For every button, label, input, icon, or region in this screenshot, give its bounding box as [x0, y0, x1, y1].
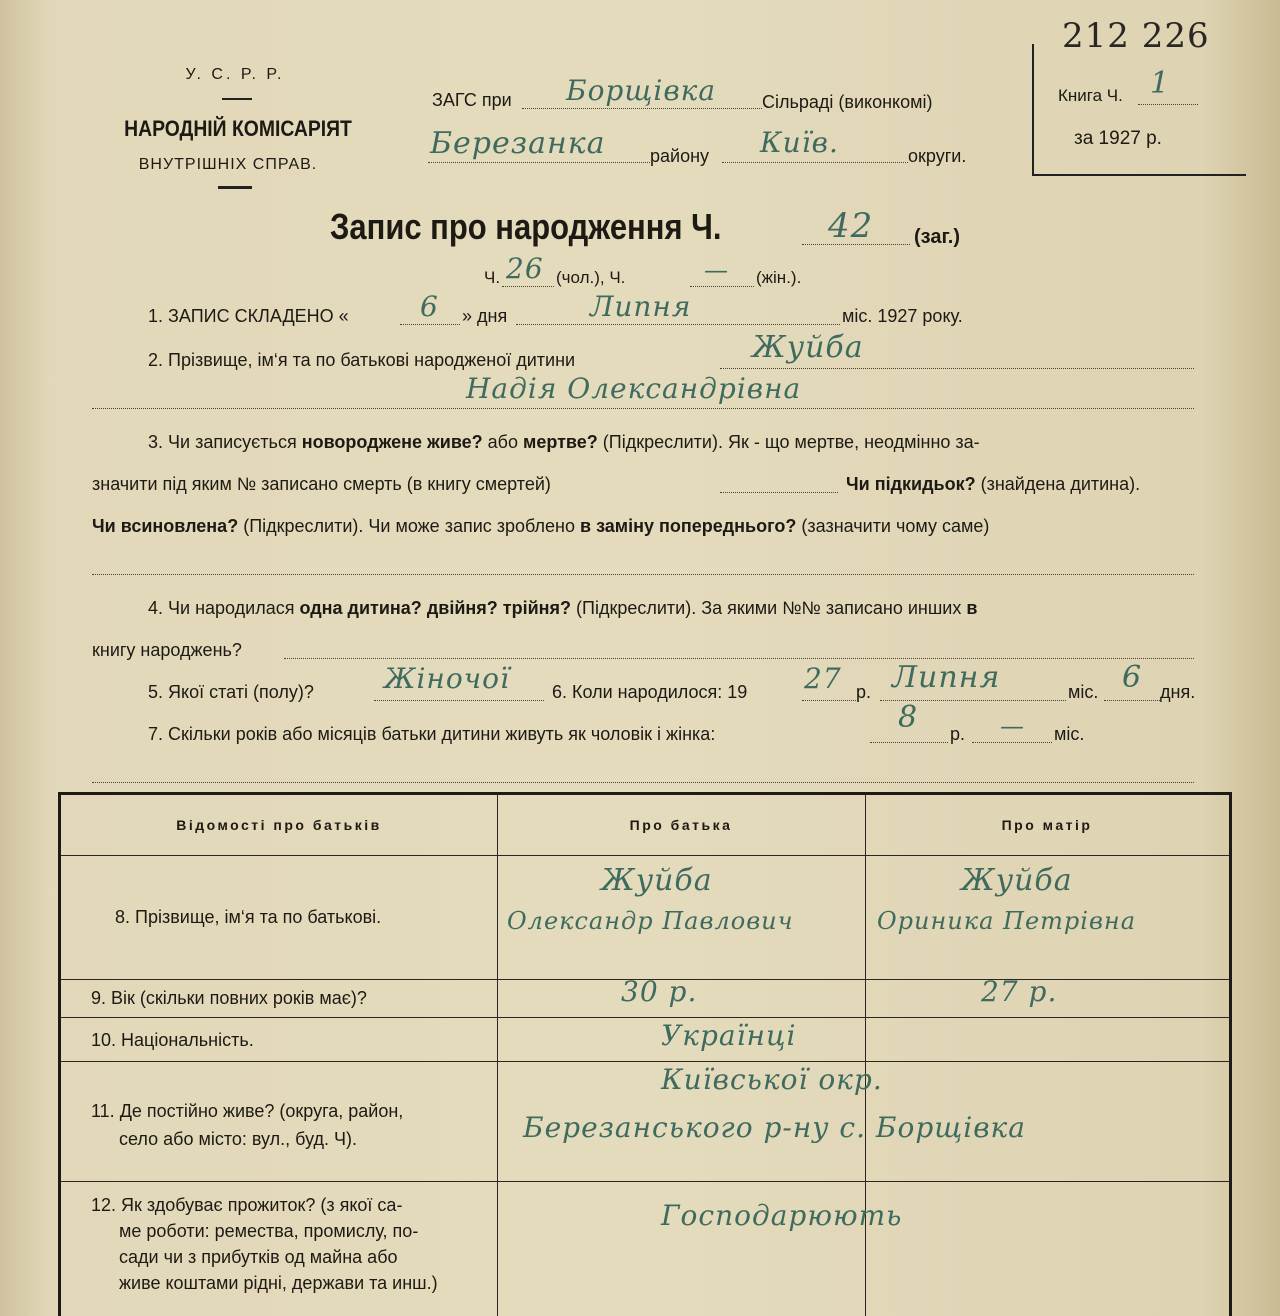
option-twins: двійня?: [426, 598, 498, 618]
option-alive: новороджене живе?: [301, 432, 483, 452]
table-row-line: [61, 1017, 1229, 1018]
field-1-label: 1. ЗАПИС СКЛАДЕНО «: [148, 306, 349, 326]
field-3-line-1: [148, 432, 980, 453]
option-adopted: Чи всиновлена?: [92, 516, 239, 536]
book-year: за 1927 р.: [1074, 128, 1162, 149]
row-11-label-2: село або місто: вул., буд. Ч).: [119, 1129, 357, 1149]
option-one-child: одна дитина?: [299, 598, 422, 618]
table-row-line: [61, 1181, 1229, 1182]
field-3-line-3: [92, 516, 989, 537]
option-foundling: Чи підкидьок?: [846, 474, 976, 494]
child-surname-handwritten: Жуйба: [752, 330, 864, 365]
divider: [222, 98, 252, 100]
field-4-line-2: книгу народжень?: [92, 640, 242, 660]
residence-okrug-handwritten: Київської окр.: [661, 1063, 883, 1096]
ministry-label: НАРОДНІЙ КОМІСАРІЯТ: [124, 116, 352, 141]
okrug-suffix: округи.: [908, 146, 967, 166]
field-rule: [690, 286, 754, 287]
years-married-handwritten: 8: [898, 700, 919, 735]
sex-handwritten: Жіночої: [384, 662, 510, 695]
field-6-mis: міс.: [1068, 682, 1099, 702]
field-7-r: р.: [950, 724, 966, 744]
text: (Підкреслити). За якими №№ записано инших: [576, 598, 962, 618]
option-dead: мертве?: [523, 432, 598, 452]
child-name-handwritten: Надія Олександрівна: [466, 372, 802, 405]
table-row-line: [61, 1061, 1229, 1062]
mother-surname-handwritten: Жуйба: [961, 863, 1073, 898]
district-handwritten: Березанка: [430, 126, 606, 161]
field-1-mid: » дня: [462, 306, 508, 326]
field-3-line-2a: значити під яким № записано смерть (в книгу смертей): [92, 474, 551, 494]
book-label: Книга Ч.: [1058, 86, 1123, 105]
field-5-label: 5. Якої статі (полу)?: [148, 682, 314, 702]
occupation-handwritten: Господарюють: [661, 1199, 903, 1232]
birth-day-handwritten: 6: [1122, 660, 1143, 695]
field-rule: [720, 368, 1194, 369]
record-number-handwritten: 42: [828, 206, 874, 246]
village-council-handwritten: Борщівка: [566, 74, 717, 107]
row-12-label-3: сади чи з прибутків од майна або: [119, 1247, 398, 1267]
book-number-handwritten: 1: [1150, 66, 1171, 101]
field-rule: [1104, 700, 1160, 701]
nationality-handwritten: Українці: [661, 1019, 797, 1052]
residence-village-handwritten: Березанського р-ну с. Борщівка: [523, 1111, 1026, 1144]
table-row-line: [61, 855, 1229, 856]
field-rule: [802, 700, 856, 701]
field-6-dnia: дня.: [1160, 682, 1196, 702]
text: (Підкреслити). Як - що мертве, неодмінно за-: [602, 432, 980, 452]
birth-year-handwritten: 27: [804, 662, 842, 695]
row-10-label: 10. Національність.: [91, 1030, 254, 1050]
okrug-handwritten: Київ.: [760, 126, 839, 159]
department-label: ВНУТРІШНІХ СПРАВ.: [138, 156, 318, 173]
field-3-line-2b: [846, 474, 1140, 495]
field-rule: [720, 492, 838, 493]
field-rule: [972, 742, 1052, 743]
field-rule: [1138, 104, 1198, 105]
archive-number-handwritten: 212 226: [1062, 16, 1210, 56]
table-header-mother: Про матір: [1001, 817, 1093, 833]
book-number-box: [1032, 44, 1246, 176]
female-number-suffix: (жін.).: [756, 268, 802, 287]
text: (зазначити чому саме): [801, 516, 990, 536]
text: (Підкреслити). Чи може запис зроблено: [243, 516, 575, 536]
text: (знайдена дитина).: [980, 474, 1141, 494]
text: або: [487, 432, 519, 452]
table-header-father: Про батька: [629, 817, 733, 833]
birth-month-handwritten: Липня: [892, 660, 1001, 695]
row-12-label-2: ме роботи: ремества, промислу, по-: [119, 1221, 419, 1241]
field-rule: [400, 324, 460, 325]
field-6-label: 6. Коли народилося: 19: [552, 682, 748, 702]
field-7-label: 7. Скільки років або місяців батьки дитини живуть як чоловік і жінка:: [148, 724, 716, 744]
field-1-day-handwritten: 6: [420, 290, 439, 323]
parents-table: [58, 792, 1232, 1316]
mother-name-handwritten: Ориника Петрівна: [877, 907, 1137, 935]
field-rule: [870, 742, 948, 743]
table-column-line: [497, 795, 498, 1316]
field-rule: [522, 108, 762, 109]
village-council-suffix: Сільраді (виконкомі): [762, 92, 933, 112]
field-2-label: 2. Прізвище, ім‘я та по батькові народженої дитини: [148, 350, 576, 370]
field-1-suffix: міс. 1927 року.: [842, 306, 963, 326]
field-6-r: р.: [856, 682, 872, 702]
field-rule: [502, 286, 554, 287]
field-rule: [516, 324, 840, 325]
field-rule: [92, 574, 1194, 575]
text: 3. Чи записується: [148, 432, 297, 452]
male-number-prefix: Ч.: [484, 268, 501, 287]
row-8-label: 8. Прізвище, ім‘я та по батькові.: [115, 907, 382, 927]
row-12-label-1: 12. Як здобуває прожиток? (з якої са-: [91, 1195, 403, 1215]
months-married-handwritten: —: [1000, 712, 1025, 740]
field-4-line-1: [148, 598, 977, 619]
field-rule: [92, 408, 1194, 409]
field-rule: [92, 782, 1194, 783]
record-number-suffix: (заг.): [914, 226, 961, 248]
father-surname-handwritten: Жуйба: [601, 863, 713, 898]
text: 4. Чи народилася: [148, 598, 295, 618]
female-number-handwritten: —: [704, 256, 729, 284]
row-12-label-4: живе коштами рідні, держави та инш.): [119, 1273, 438, 1293]
table-column-line: [865, 795, 866, 1316]
row-9-label: 9. Вік (скільки повних років має)?: [91, 988, 367, 1008]
field-rule: [374, 700, 544, 701]
divider: [218, 186, 252, 189]
father-age-handwritten: 30 р.: [621, 975, 698, 1008]
mother-age-handwritten: 27 р.: [981, 975, 1058, 1008]
male-number-suffix: (чол.), Ч.: [556, 268, 626, 287]
row-11-label-1: 11. Де постійно живе? (округа, район,: [91, 1101, 404, 1121]
field-rule: [428, 162, 650, 163]
male-number-handwritten: 26: [506, 252, 544, 285]
field-7-mis: міс.: [1054, 724, 1085, 744]
zags-prefix: ЗАГС при: [432, 90, 512, 110]
field-rule: [722, 162, 908, 163]
field-1-month-handwritten: Липня: [590, 290, 692, 323]
district-suffix: району: [650, 146, 710, 166]
option-triplets: трійня?: [502, 598, 572, 618]
country-label: У. С. Р. Р.: [185, 66, 285, 83]
option-replace: в заміну попереднього?: [580, 516, 797, 536]
document-title: Запис про народження Ч.: [330, 206, 722, 247]
field-rule: [284, 658, 1194, 659]
father-name-handwritten: Олександр Павлович: [507, 907, 794, 935]
table-header-parents-info: Відомості про батьків: [176, 817, 382, 833]
text: в: [966, 598, 978, 618]
